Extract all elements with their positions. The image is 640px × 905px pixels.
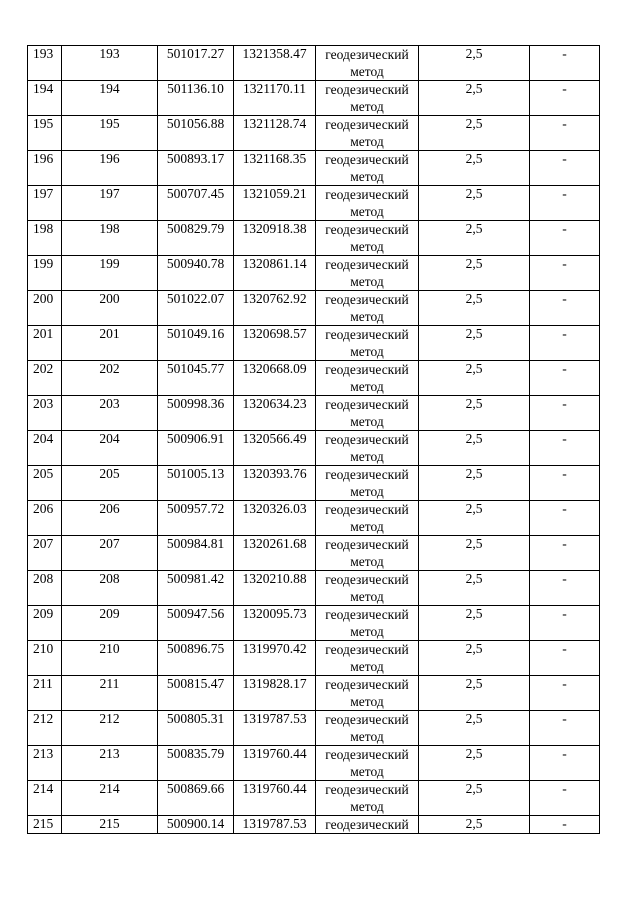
- table-row: [28, 151, 600, 186]
- x-coordinate-cell: 501005.13: [158, 466, 234, 501]
- table-row: [28, 221, 600, 256]
- point-number-cell: 213: [28, 746, 62, 781]
- method-line-1: геодезический: [325, 187, 409, 202]
- table-row: [28, 431, 600, 466]
- table-row: [28, 361, 600, 396]
- table-row: [28, 46, 600, 81]
- x-coordinate-cell: 500940.78: [158, 256, 234, 291]
- table-row: [28, 396, 600, 431]
- method-line-1: геодезический: [325, 257, 409, 272]
- accuracy-cell: 2,5: [419, 221, 530, 256]
- y-coordinate-cell: 1321170.11: [234, 81, 316, 116]
- y-coordinate-cell: 1319828.17: [234, 676, 316, 711]
- accuracy-cell: 2,5: [419, 186, 530, 221]
- note-cell: -: [530, 676, 600, 711]
- method-cell: [316, 746, 419, 781]
- point-number-cell: 214: [28, 781, 62, 816]
- x-coordinate-cell: 500896.75: [158, 641, 234, 676]
- method-line-1: геодезический: [325, 82, 409, 97]
- y-coordinate-cell: 1320668.09: [234, 361, 316, 396]
- method-line-2: метод: [350, 414, 384, 429]
- accuracy-cell: 2,5: [419, 711, 530, 746]
- method-line-1: геодезический: [325, 537, 409, 552]
- accuracy-cell: 2,5: [419, 641, 530, 676]
- x-coordinate-cell: 500835.79: [158, 746, 234, 781]
- point-id-cell: 214: [62, 781, 158, 816]
- x-coordinate-cell: 501045.77: [158, 361, 234, 396]
- method-cell: [316, 641, 419, 676]
- point-number-cell: 193: [28, 46, 62, 81]
- method-cell: [316, 466, 419, 501]
- table-row: [28, 501, 600, 536]
- method-cell: [316, 256, 419, 291]
- note-cell: -: [530, 186, 600, 221]
- coordinates-table: [27, 45, 600, 834]
- table-row: [28, 606, 600, 641]
- method-line-2: метод: [350, 484, 384, 499]
- method-line-1: геодезический: [325, 432, 409, 447]
- method-line-2: метод: [350, 729, 384, 744]
- point-number-cell: 201: [28, 326, 62, 361]
- method-line-2: метод: [350, 449, 384, 464]
- y-coordinate-cell: 1321128.74: [234, 116, 316, 151]
- table-row: [28, 466, 600, 501]
- x-coordinate-cell: 500947.56: [158, 606, 234, 641]
- x-coordinate-cell: 500829.79: [158, 221, 234, 256]
- method-line-2: метод: [350, 169, 384, 184]
- point-id-cell: 193: [62, 46, 158, 81]
- point-id-cell: 208: [62, 571, 158, 606]
- x-coordinate-cell: 501056.88: [158, 116, 234, 151]
- method-cell: [316, 326, 419, 361]
- point-number-cell: 194: [28, 81, 62, 116]
- method-line-2: метод: [350, 134, 384, 149]
- method-cell: [316, 431, 419, 466]
- method-line-1: геодезический: [325, 467, 409, 482]
- point-number-cell: 196: [28, 151, 62, 186]
- accuracy-cell: 2,5: [419, 431, 530, 466]
- accuracy-cell: 2,5: [419, 746, 530, 781]
- accuracy-cell: 2,5: [419, 81, 530, 116]
- y-coordinate-cell: 1320634.23: [234, 396, 316, 431]
- method-line-1: геодезический: [325, 747, 409, 762]
- method-cell: [316, 676, 419, 711]
- table-row: [28, 676, 600, 711]
- point-number-cell: 195: [28, 116, 62, 151]
- point-id-cell: 197: [62, 186, 158, 221]
- note-cell: -: [530, 536, 600, 571]
- method-line-2: метод: [350, 554, 384, 569]
- y-coordinate-cell: 1320261.68: [234, 536, 316, 571]
- accuracy-cell: 2,5: [419, 816, 530, 834]
- x-coordinate-cell: 500998.36: [158, 396, 234, 431]
- table-row: [28, 571, 600, 606]
- table-row: [28, 116, 600, 151]
- x-coordinate-cell: 500707.45: [158, 186, 234, 221]
- method-line-1: геодезический: [325, 397, 409, 412]
- point-number-cell: 210: [28, 641, 62, 676]
- x-coordinate-cell: 500815.47: [158, 676, 234, 711]
- note-cell: -: [530, 746, 600, 781]
- method-line-2: метод: [350, 99, 384, 114]
- point-id-cell: 194: [62, 81, 158, 116]
- point-number-cell: 206: [28, 501, 62, 536]
- accuracy-cell: 2,5: [419, 291, 530, 326]
- method-line-2: метод: [350, 64, 384, 79]
- x-coordinate-cell: 500981.42: [158, 571, 234, 606]
- note-cell: -: [530, 781, 600, 816]
- method-line-2: метод: [350, 799, 384, 814]
- y-coordinate-cell: 1320861.14: [234, 256, 316, 291]
- point-number-cell: 207: [28, 536, 62, 571]
- accuracy-cell: 2,5: [419, 676, 530, 711]
- method-line-2: метод: [350, 239, 384, 254]
- accuracy-cell: 2,5: [419, 606, 530, 641]
- point-id-cell: 203: [62, 396, 158, 431]
- method-line-1: геодезический: [325, 817, 409, 832]
- note-cell: -: [530, 81, 600, 116]
- method-line-1: геодезический: [325, 327, 409, 342]
- note-cell: -: [530, 571, 600, 606]
- point-id-cell: 215: [62, 816, 158, 834]
- accuracy-cell: 2,5: [419, 326, 530, 361]
- table-row: [28, 746, 600, 781]
- method-cell: [316, 606, 419, 641]
- point-number-cell: 208: [28, 571, 62, 606]
- method-line-1: геодезический: [325, 782, 409, 797]
- y-coordinate-cell: 1320566.49: [234, 431, 316, 466]
- point-number-cell: 197: [28, 186, 62, 221]
- y-coordinate-cell: 1320698.57: [234, 326, 316, 361]
- note-cell: -: [530, 361, 600, 396]
- note-cell: -: [530, 151, 600, 186]
- point-number-cell: 198: [28, 221, 62, 256]
- method-line-2: метод: [350, 659, 384, 674]
- accuracy-cell: 2,5: [419, 571, 530, 606]
- method-line-1: геодезический: [325, 712, 409, 727]
- table-row: [28, 81, 600, 116]
- point-id-cell: 200: [62, 291, 158, 326]
- point-number-cell: 209: [28, 606, 62, 641]
- table-body: [28, 46, 600, 834]
- table-row: [28, 256, 600, 291]
- method-cell: [316, 571, 419, 606]
- accuracy-cell: 2,5: [419, 256, 530, 291]
- method-cell: [316, 711, 419, 746]
- point-id-cell: 209: [62, 606, 158, 641]
- point-id-cell: 210: [62, 641, 158, 676]
- method-cell: [316, 536, 419, 571]
- note-cell: -: [530, 396, 600, 431]
- point-id-cell: 205: [62, 466, 158, 501]
- table-row: [28, 781, 600, 816]
- point-number-cell: 212: [28, 711, 62, 746]
- point-id-cell: 213: [62, 746, 158, 781]
- method-cell: [316, 781, 419, 816]
- table-row: [28, 641, 600, 676]
- point-number-cell: 200: [28, 291, 62, 326]
- table-row: [28, 711, 600, 746]
- point-id-cell: 198: [62, 221, 158, 256]
- method-line-2: метод: [350, 589, 384, 604]
- method-cell: [316, 816, 419, 834]
- y-coordinate-cell: 1320210.88: [234, 571, 316, 606]
- method-line-1: геодезический: [325, 572, 409, 587]
- table-row: [28, 291, 600, 326]
- accuracy-cell: 2,5: [419, 536, 530, 571]
- accuracy-cell: 2,5: [419, 116, 530, 151]
- note-cell: -: [530, 606, 600, 641]
- method-cell: [316, 361, 419, 396]
- method-cell: [316, 501, 419, 536]
- y-coordinate-cell: 1321358.47: [234, 46, 316, 81]
- table-row: [28, 536, 600, 571]
- x-coordinate-cell: 500906.91: [158, 431, 234, 466]
- table-row: [28, 326, 600, 361]
- note-cell: -: [530, 46, 600, 81]
- x-coordinate-cell: 500893.17: [158, 151, 234, 186]
- point-id-cell: 199: [62, 256, 158, 291]
- note-cell: -: [530, 431, 600, 466]
- method-cell: [316, 46, 419, 81]
- method-line-1: геодезический: [325, 607, 409, 622]
- method-cell: [316, 186, 419, 221]
- method-cell: [316, 151, 419, 186]
- point-id-cell: 211: [62, 676, 158, 711]
- method-cell: [316, 116, 419, 151]
- x-coordinate-cell: 501017.27: [158, 46, 234, 81]
- point-number-cell: 203: [28, 396, 62, 431]
- x-coordinate-cell: 500869.66: [158, 781, 234, 816]
- method-cell: [316, 221, 419, 256]
- point-number-cell: 215: [28, 816, 62, 834]
- method-line-1: геодезический: [325, 47, 409, 62]
- note-cell: -: [530, 501, 600, 536]
- y-coordinate-cell: 1319787.53: [234, 816, 316, 834]
- method-line-1: геодезический: [325, 502, 409, 517]
- method-line-2: метод: [350, 274, 384, 289]
- x-coordinate-cell: 500805.31: [158, 711, 234, 746]
- y-coordinate-cell: 1319787.53: [234, 711, 316, 746]
- note-cell: -: [530, 256, 600, 291]
- x-coordinate-cell: 500900.14: [158, 816, 234, 834]
- point-number-cell: 199: [28, 256, 62, 291]
- table-row: [28, 816, 600, 834]
- point-id-cell: 212: [62, 711, 158, 746]
- y-coordinate-cell: 1319970.42: [234, 641, 316, 676]
- method-line-1: геодезический: [325, 222, 409, 237]
- method-line-1: геодезический: [325, 117, 409, 132]
- accuracy-cell: 2,5: [419, 781, 530, 816]
- x-coordinate-cell: 500957.72: [158, 501, 234, 536]
- x-coordinate-cell: 501049.16: [158, 326, 234, 361]
- method-cell: [316, 396, 419, 431]
- note-cell: -: [530, 326, 600, 361]
- x-coordinate-cell: 501022.07: [158, 291, 234, 326]
- note-cell: -: [530, 641, 600, 676]
- y-coordinate-cell: 1320762.92: [234, 291, 316, 326]
- method-line-2: метод: [350, 519, 384, 534]
- accuracy-cell: 2,5: [419, 46, 530, 81]
- method-line-1: геодезический: [325, 677, 409, 692]
- note-cell: -: [530, 816, 600, 834]
- point-number-cell: 211: [28, 676, 62, 711]
- accuracy-cell: 2,5: [419, 396, 530, 431]
- note-cell: -: [530, 711, 600, 746]
- y-coordinate-cell: 1320918.38: [234, 221, 316, 256]
- point-id-cell: 195: [62, 116, 158, 151]
- accuracy-cell: 2,5: [419, 466, 530, 501]
- y-coordinate-cell: 1319760.44: [234, 781, 316, 816]
- method-line-2: метод: [350, 379, 384, 394]
- method-cell: [316, 81, 419, 116]
- point-id-cell: 202: [62, 361, 158, 396]
- accuracy-cell: 2,5: [419, 361, 530, 396]
- note-cell: -: [530, 291, 600, 326]
- method-line-2: метод: [350, 694, 384, 709]
- point-number-cell: 204: [28, 431, 62, 466]
- point-id-cell: 207: [62, 536, 158, 571]
- method-line-2: метод: [350, 204, 384, 219]
- method-line-1: геодезический: [325, 292, 409, 307]
- accuracy-cell: 2,5: [419, 501, 530, 536]
- y-coordinate-cell: 1320326.03: [234, 501, 316, 536]
- method-line-1: геодезический: [325, 362, 409, 377]
- method-line-2: метод: [350, 764, 384, 779]
- table-row: [28, 186, 600, 221]
- point-id-cell: 196: [62, 151, 158, 186]
- method-cell: [316, 291, 419, 326]
- method-line-1: геодезический: [325, 642, 409, 657]
- point-id-cell: 201: [62, 326, 158, 361]
- y-coordinate-cell: 1321059.21: [234, 186, 316, 221]
- method-line-1: геодезический: [325, 152, 409, 167]
- method-line-2: метод: [350, 309, 384, 324]
- point-number-cell: 202: [28, 361, 62, 396]
- x-coordinate-cell: 501136.10: [158, 81, 234, 116]
- note-cell: -: [530, 221, 600, 256]
- y-coordinate-cell: 1320393.76: [234, 466, 316, 501]
- accuracy-cell: 2,5: [419, 151, 530, 186]
- note-cell: -: [530, 116, 600, 151]
- point-number-cell: 205: [28, 466, 62, 501]
- y-coordinate-cell: 1319760.44: [234, 746, 316, 781]
- point-id-cell: 206: [62, 501, 158, 536]
- method-line-2: метод: [350, 624, 384, 639]
- x-coordinate-cell: 500984.81: [158, 536, 234, 571]
- method-line-2: метод: [350, 344, 384, 359]
- y-coordinate-cell: 1321168.35: [234, 151, 316, 186]
- y-coordinate-cell: 1320095.73: [234, 606, 316, 641]
- point-id-cell: 204: [62, 431, 158, 466]
- note-cell: -: [530, 466, 600, 501]
